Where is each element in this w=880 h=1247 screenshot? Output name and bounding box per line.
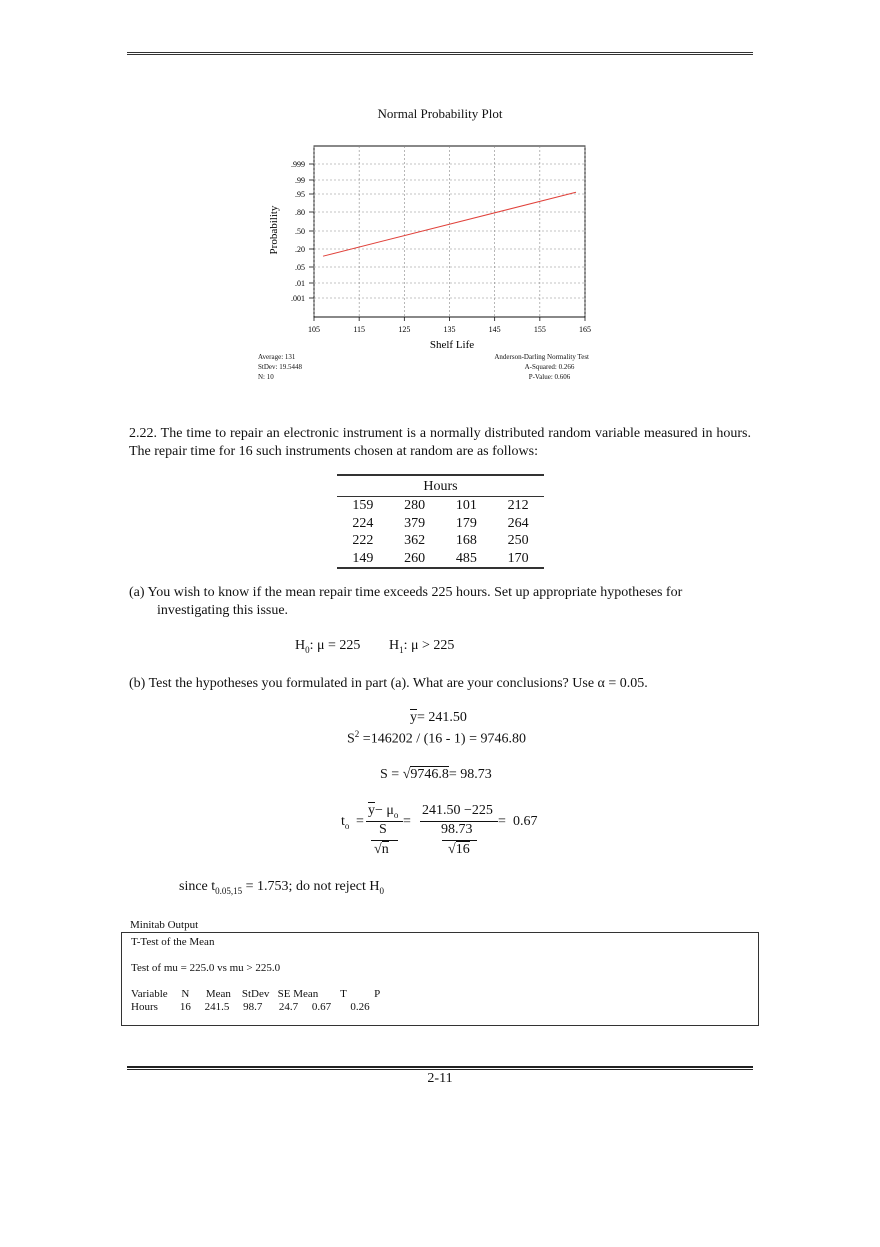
sqrt-icon: √ [448,842,456,857]
x-tick-label: 155 [533,325,546,334]
x-tick-label: 125 [398,325,411,334]
minitab-title: T-Test of the Mean [131,936,215,948]
y-tick-label: .01 [295,279,305,288]
footer-rule-2 [127,1069,753,1070]
y-tick-label: .999 [291,160,305,169]
stat-stdev: StDev: 19.5448 [258,363,302,371]
part-a-line2: investigating this issue. [157,603,289,618]
y-axis-label: Probability [268,205,280,255]
y-tick-label: .99 [295,176,305,185]
x-axis-label: Shelf Life [429,339,475,351]
stat-p-value: P-Value: 0.606 [528,373,571,381]
hours-table [337,474,544,569]
y-tick-label: .95 [295,190,305,199]
x-tick-label: 135 [443,325,456,334]
table-row: 224 379 179 264 [352,515,529,531]
minitab-row: Hours 16 241.5 98.7 24.7 0.67 0.26 [131,1001,370,1013]
stats-left [258,352,302,382]
header-rule [127,52,753,53]
minitab-test: Test of mu = 225.0 vs mu > 225.0 [131,962,281,974]
y-tick-label: .05 [295,263,305,272]
table-row: 149 260 485 170 [337,550,544,569]
table-row: 159 280 101 212 [352,498,529,514]
variance-equation: $S^2 =146202 / (16 - 1) = 9746.80$ [347,729,526,747]
probability-plot [250,135,610,360]
ybar-equation: y= 241.50 [410,710,467,725]
hypothesis-h1: $H_1$: μ > 225 [389,638,455,655]
x-tick-label: 115 [353,325,366,334]
x-tick-label: 145 [488,325,501,334]
part-b-text: (b) Test the hypotheses you formulated in part (a). What are your conclusions? Use α = 0.05. [129,676,648,691]
stat-a-squared: A-Squared: 0.266 [524,363,575,371]
table-row: 222 362 168 250 [352,533,529,549]
stdev-equation: S = √9746.8= 98.73 [380,767,492,782]
part-a-line1: (a) You wish to know if the mean repair time exceeds 225 hours. Set up appropriate hypotheses for [129,585,683,600]
stats-right [470,352,589,382]
hypothesis-h0: $H_0$: μ = 225 [295,638,361,655]
alpha-value: α = 0.05. [597,676,648,691]
stat-n: N: 10 [258,373,274,381]
plot-area [291,146,591,334]
y-tick-label: .50 [295,227,305,236]
minitab-output [121,932,759,1026]
page-number: 2-11 [427,1071,453,1086]
table-header: Hours [337,475,544,497]
minitab-header: Variable N Mean StDev SE Mean T P [131,988,381,1000]
y-tick-label: .001 [291,294,305,303]
minitab-label: Minitab Output [130,919,199,931]
conclusion: since $t_{0.05,15} = 1.753$; do not reject $H_0$ [179,879,385,896]
t-statistic-equation: $t_o$ = $y- \mu_o$ S √n = 241.50 −225 98.73 √16 = 0.67 [341,803,538,857]
footer-rule [127,1066,753,1068]
sqrt-icon: √ [374,842,382,857]
x-tick-label: 165 [579,325,591,334]
problem-text: 2.22. The time to repair an electronic instrument is a normally distributed random variable measured in hours. The repair time for 16 such instruments chosen at random are as follows: [129,426,751,459]
header-rule-2 [127,54,753,55]
y-tick-label: .20 [295,245,305,254]
stat-average: Average: 131 [258,353,296,361]
chart-title: Normal Probability Plot [377,106,503,121]
stat-test-name: Anderson-Darling Normality Test [494,353,589,361]
y-tick-label: .80 [295,208,305,217]
sqrt-icon: √ [402,767,411,782]
x-tick-label: 105 [308,325,320,334]
